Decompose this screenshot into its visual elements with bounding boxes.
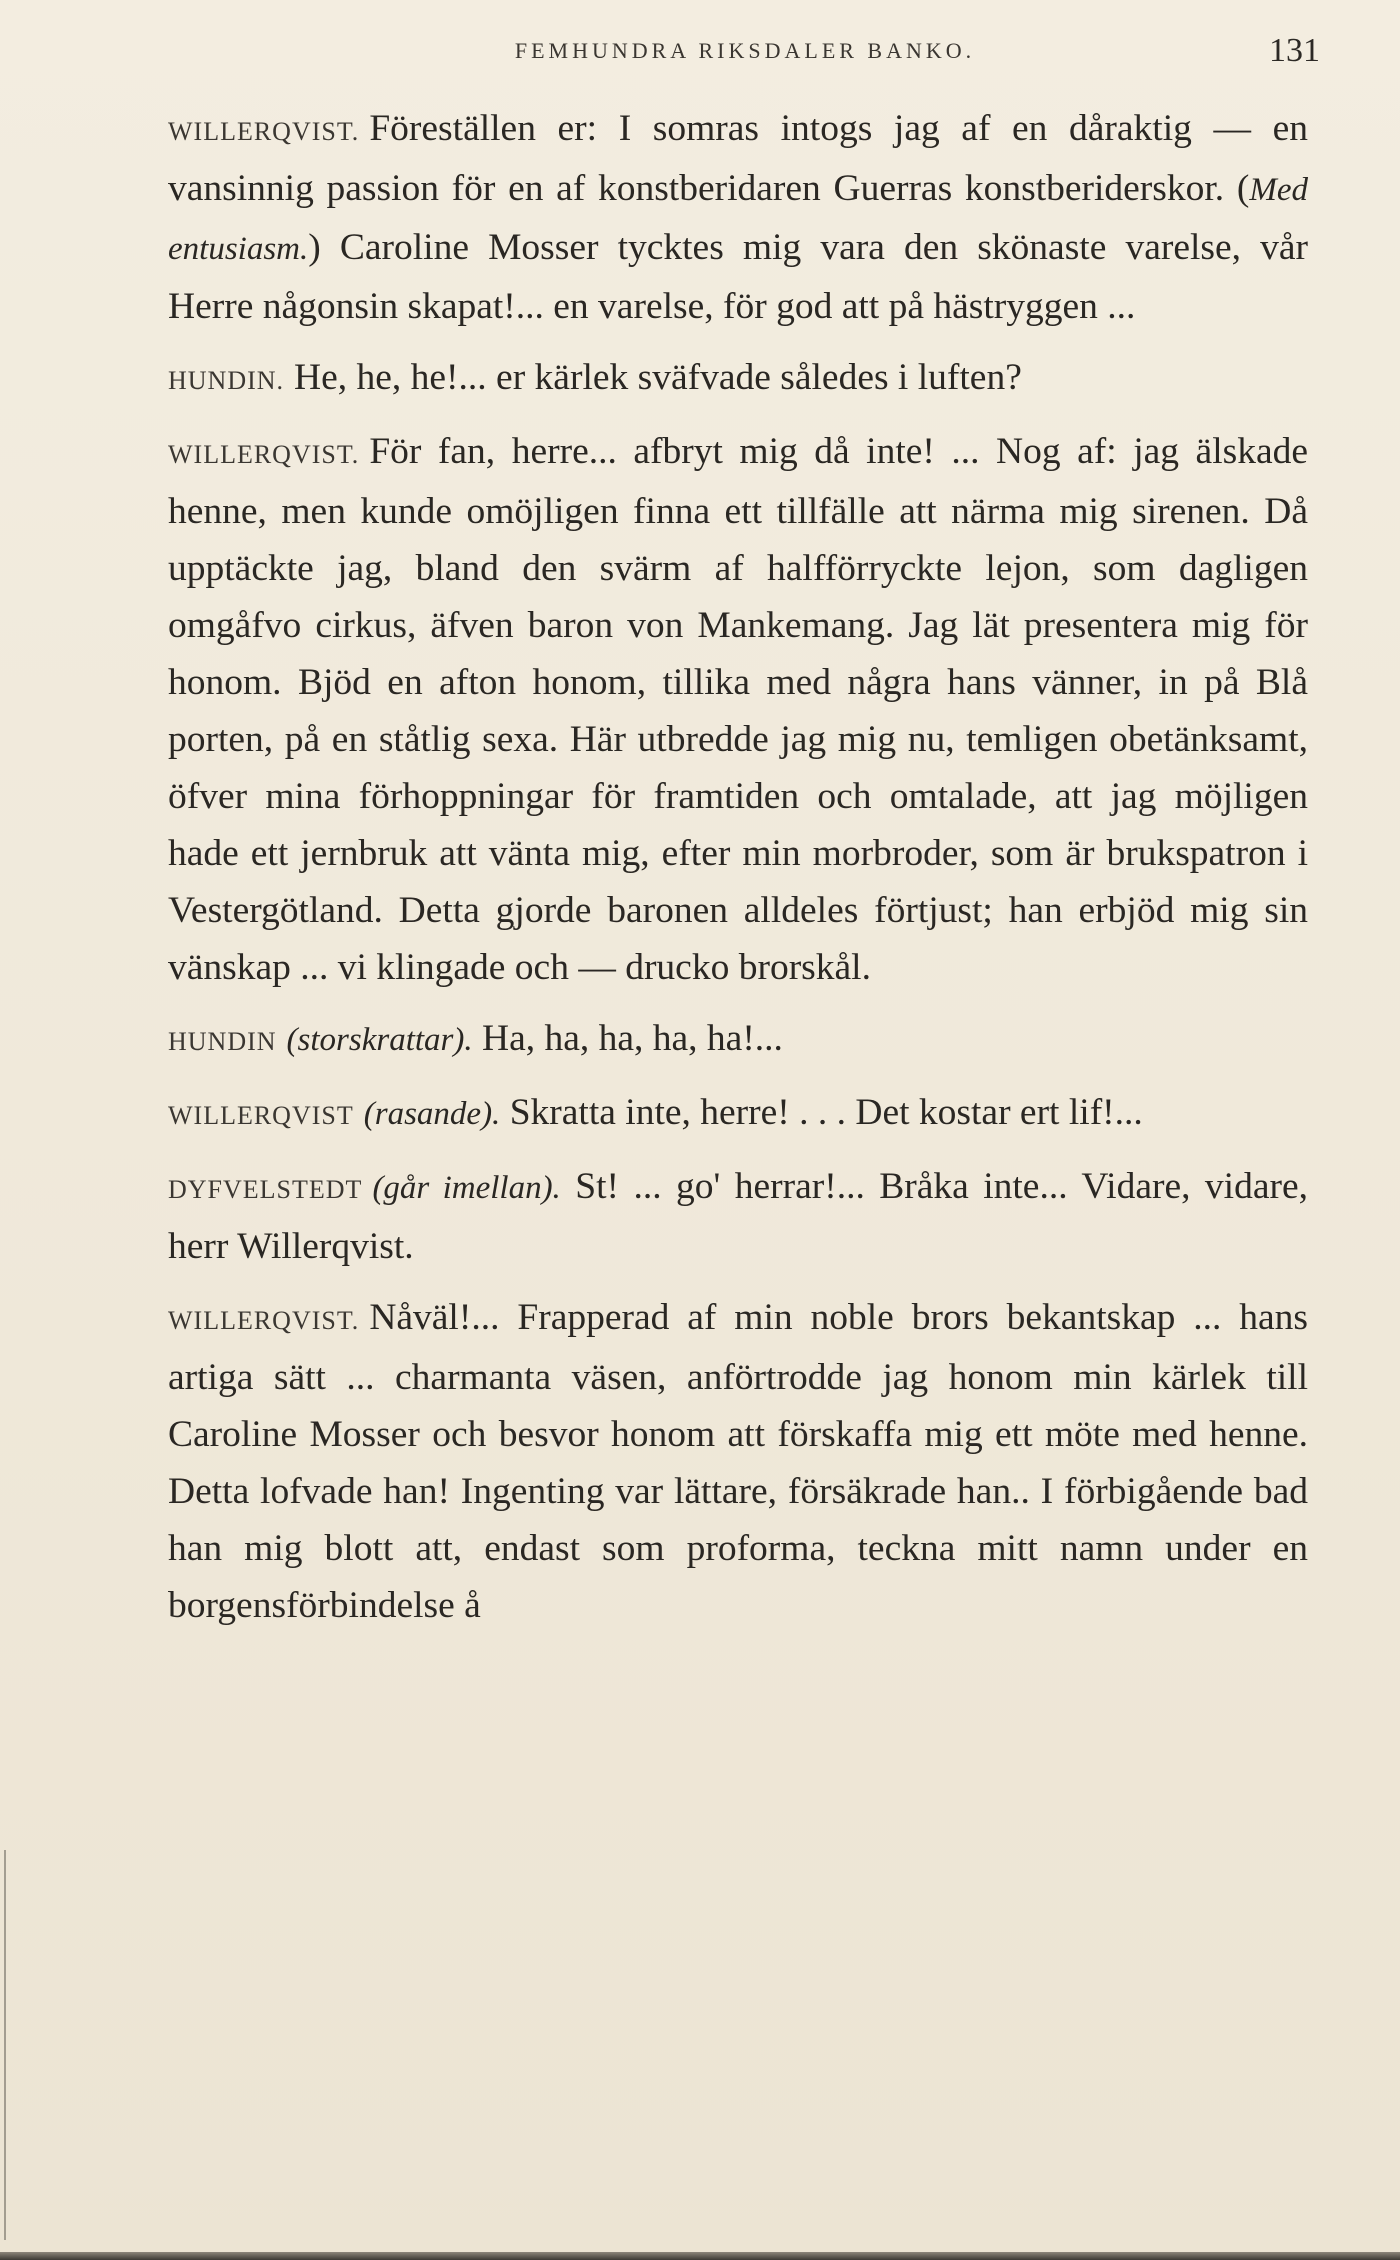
- paragraph-6: DYFVELSTEDT (går imellan). St! ... go' herrar!... Bråka inte... Vidare, vidare, herr Willerqvist.: [168, 1166, 1308, 1267]
- paragraph-1: WILLERQVIST. Föreställen er: I somras intogs jag af en dåraktig — en vansinnig passion för en af konstberidaren Guerras konstberiderskor. (Med entusiasm.) Caroline Mosser tycktes mig vara den skönaste varelse, vår Herre någonsin skapat!... en varelse, för god att på hästryggen ...: [168, 108, 1308, 327]
- stage-direction: (går imellan).: [372, 1170, 561, 1206]
- speaker-name: WILLERQVIST.: [168, 1306, 360, 1335]
- speaker-name: HUNDIN: [168, 1027, 277, 1056]
- stage-direction: (rasande).: [363, 1096, 501, 1132]
- speaker-name: WILLERQVIST.: [168, 117, 360, 146]
- paragraph-4: HUNDIN (storskrattar). Ha, ha, ha, ha, ha!...: [168, 1018, 783, 1059]
- stage-direction: Med entusiasm.: [168, 172, 1308, 267]
- stage-direction: (storskrattar).: [286, 1022, 473, 1058]
- running-title: FEMHUNDRA RIKSDALER BANKO.: [514, 38, 976, 63]
- paragraph-3: WILLERQVIST. För fan, herre... afbryt mig då inte! ... Nog af: jag älskade henne, men kunde omöjligen finna ett tillfälle att närma mig sirenen. Då upptäckte jag, bland den svärm af halfförryckte lejon, som dagligen omgåfvo cirkus, äfven baron von Mankemang. Jag lät presentera mig för honom. Bjöd en afton honom, tillika med några hans vänner, in på Blå porten, på en ståtlig sexa. Här utbredde jag mig nu, temligen obetänksamt, öfver mina förhoppningar för framtiden och omtalade, att jag möjligen hade ett jernbruk att vänta mig, efter min morbroder, som är brukspatron i Vestergötland. Detta gjorde baronen alldeles förtjust; han erbjöd mig sin vänskap ... vi klingade och — drucko brorskål.: [168, 431, 1308, 988]
- page-number: 131: [1269, 32, 1320, 69]
- body-text: [168, 100, 1308, 1648]
- speaker-name: DYFVELSTEDT: [168, 1175, 363, 1204]
- paragraph-5: WILLERQVIST (rasande). Skratta inte, herre! . . . Det kostar ert lif!...: [168, 1092, 1143, 1133]
- paragraph-7: WILLERQVIST. Nåväl!... Frapperad af min noble brors bekantskap ... hans artiga sätt ... charmanta väsen, anförtrodde jag honom min kärlek till Caroline Mosser och besvor honom att förskaffa mig ett möte med henne. Detta lofvade han! Ingenting var lättare, försäkrade han.. I förbigående bad han mig blott att, endast som proforma, teckna mitt namn under en borgensförbindelse å: [168, 1297, 1308, 1626]
- paragraph-2: HUNDIN. He, he, he!... er kärlek sväfvade således i luften?: [168, 357, 1022, 398]
- speaker-name: WILLERQVIST.: [168, 440, 360, 469]
- speaker-name: HUNDIN.: [168, 366, 285, 395]
- page-header: [170, 32, 1320, 78]
- speaker-name: WILLERQVIST: [168, 1101, 354, 1130]
- scan-edge-mark: [4, 1850, 6, 2240]
- scan-bottom-edge: [0, 2252, 1400, 2260]
